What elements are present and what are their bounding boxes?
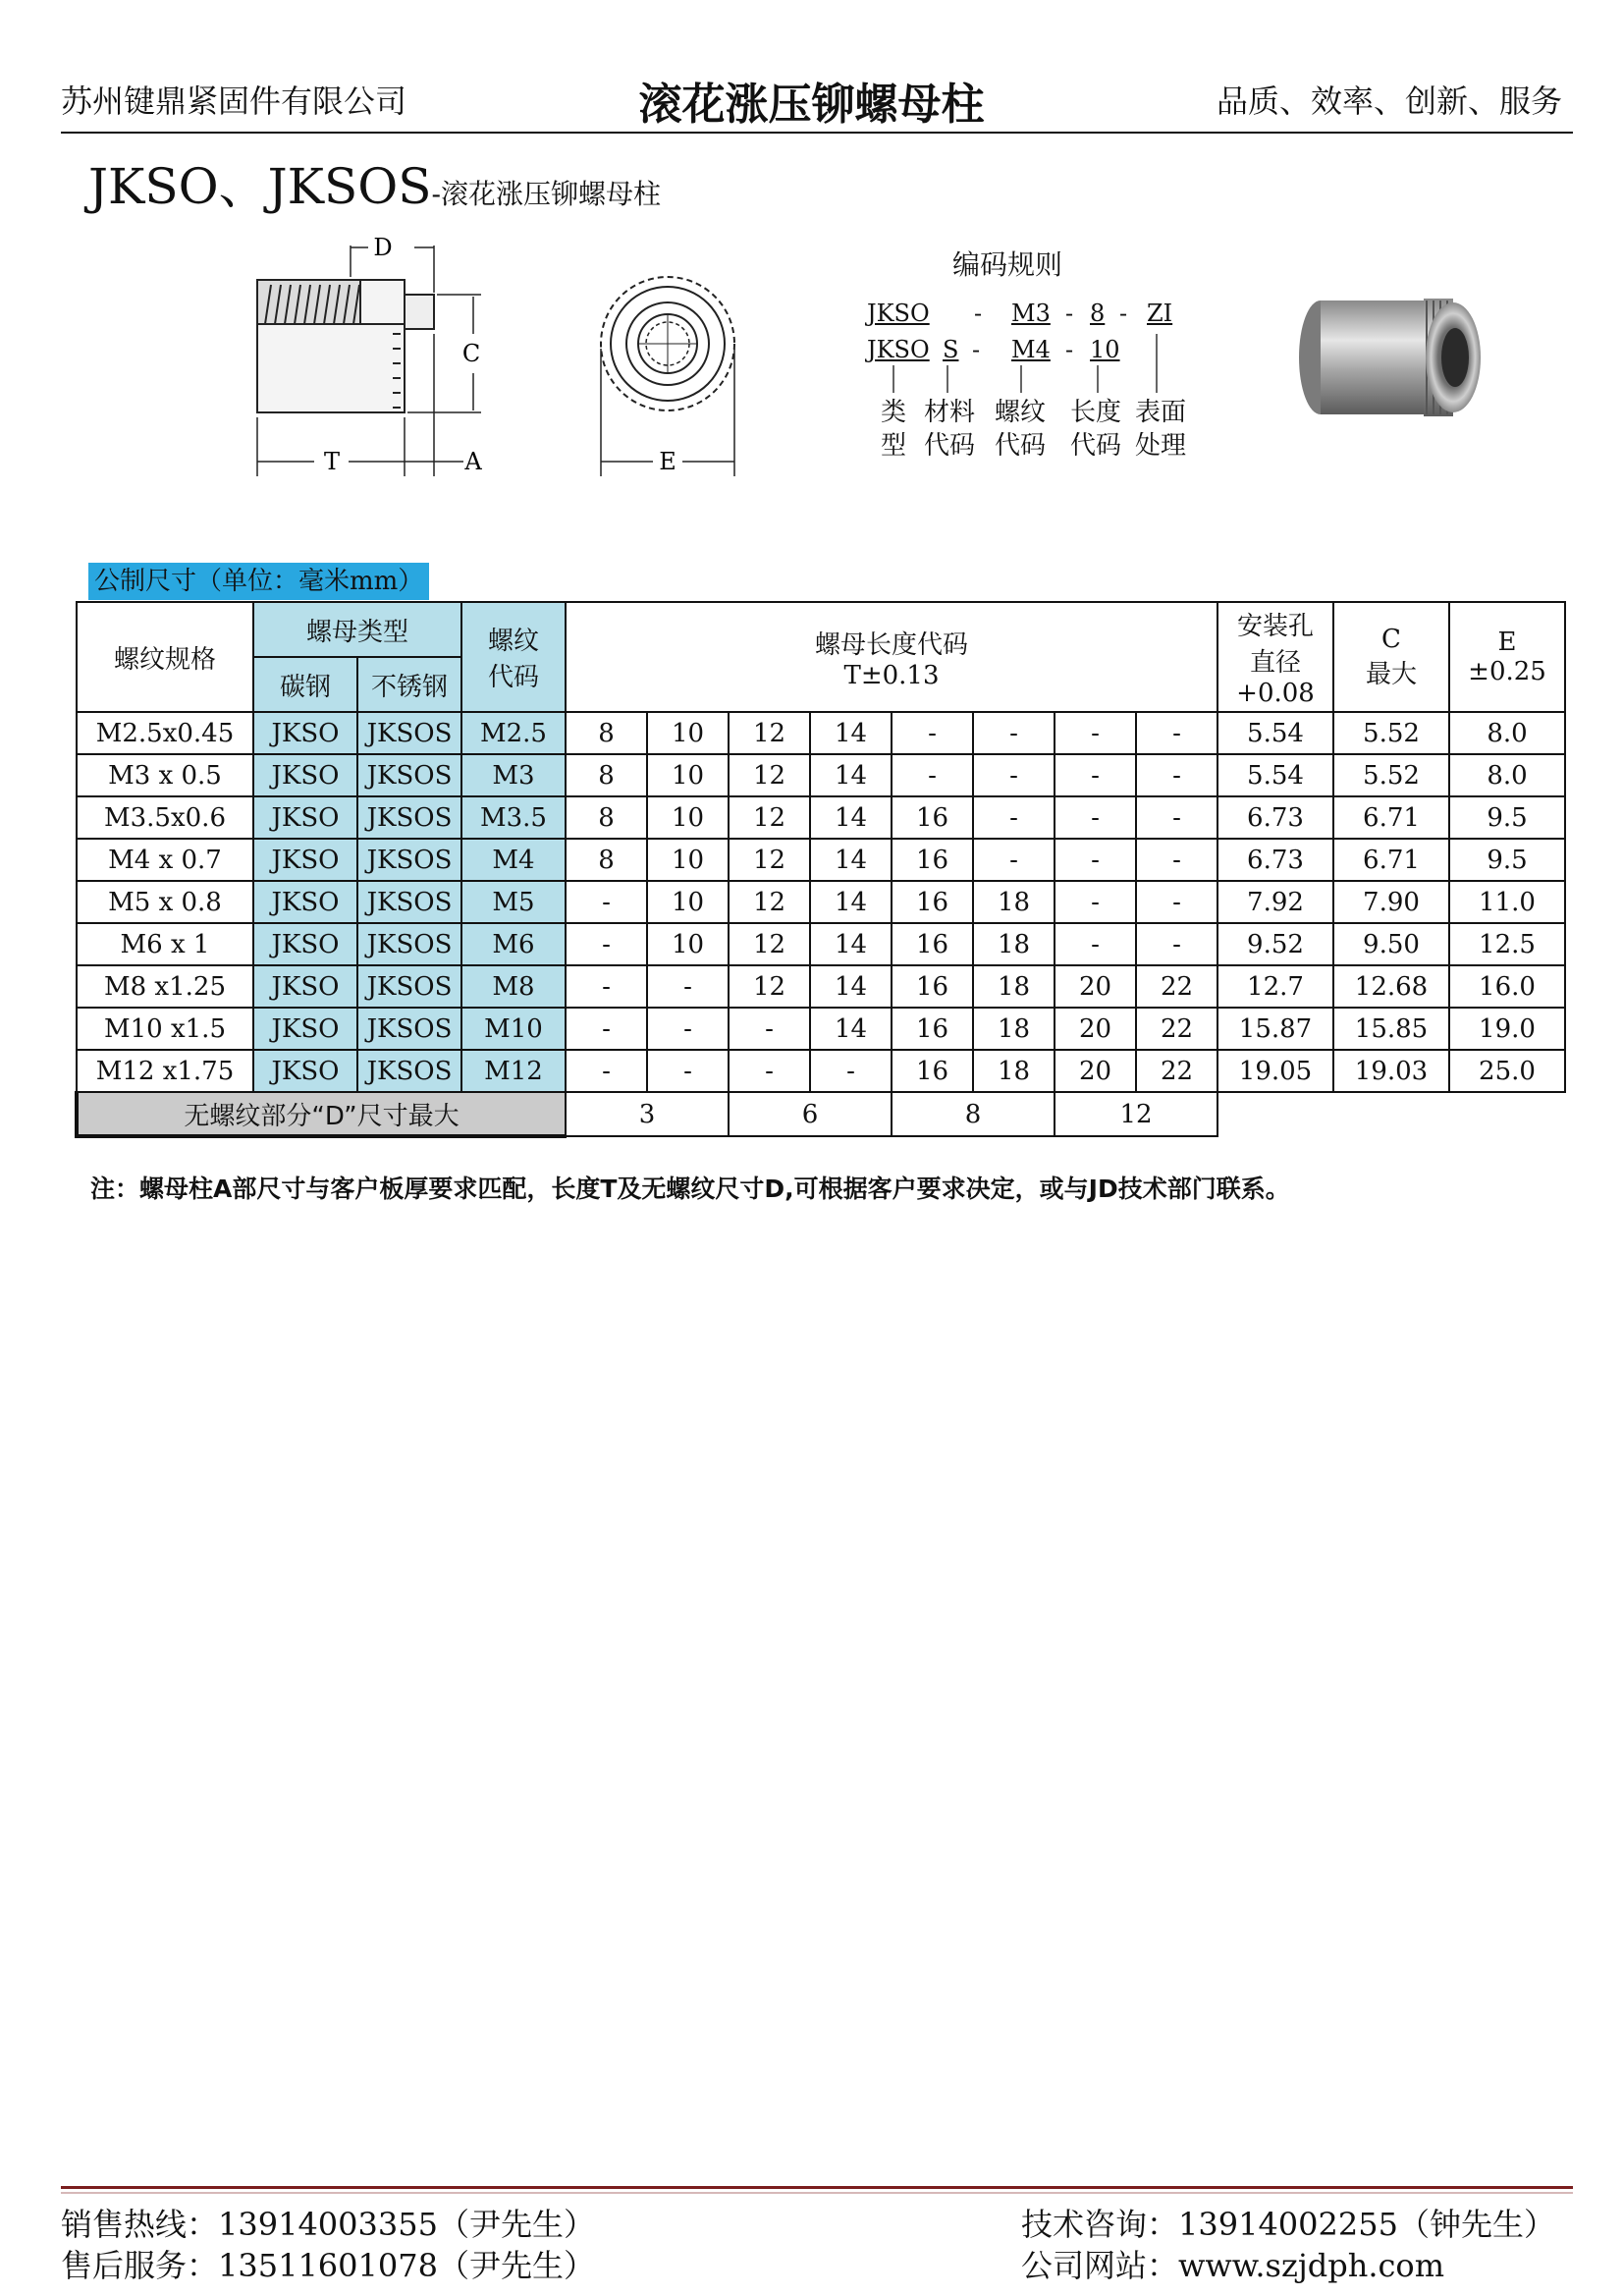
code-dash: - xyxy=(1065,300,1074,327)
table-cell: - xyxy=(973,754,1055,796)
table-cell: 7.92 xyxy=(1217,881,1333,923)
table-cell: 16 xyxy=(892,1008,973,1050)
table-cell: M12 x1.75 xyxy=(77,1050,253,1092)
code-dash: - xyxy=(1065,336,1074,363)
table-cell: 6.73 xyxy=(1217,796,1333,839)
table-cell: - xyxy=(1136,839,1217,881)
table-cell: - xyxy=(729,1008,810,1050)
d-dimension-value: 3 xyxy=(566,1092,729,1136)
table-cell: JKSOS xyxy=(357,965,461,1008)
table-cell: JKSO xyxy=(253,1008,357,1050)
table-cell: 12 xyxy=(729,923,810,965)
table-cell: - xyxy=(566,1050,647,1092)
table-cell: 14 xyxy=(810,923,892,965)
code-type: JKSO xyxy=(867,300,930,327)
table-cell: 14 xyxy=(810,965,892,1008)
table-cell: 9.5 xyxy=(1449,839,1565,881)
table-cell: 12 xyxy=(729,881,810,923)
coding-label-type: 类 型 xyxy=(880,398,906,461)
table-cell: - xyxy=(1055,712,1136,754)
table-cell: 14 xyxy=(810,796,892,839)
table-cell: M5 x 0.8 xyxy=(77,881,253,923)
header-length-code: 螺母长度代码 T±0.13 xyxy=(566,602,1217,712)
table-cell: - xyxy=(566,881,647,923)
header-stainless-steel: 不锈钢 xyxy=(357,657,461,712)
table-cell: 18 xyxy=(973,881,1055,923)
company-slogan: 品质、效率、创新、服务 xyxy=(1216,82,1562,120)
table-cell: 16 xyxy=(892,839,973,881)
table-cell: JKSO xyxy=(253,923,357,965)
sales-hotline: 销售热线：13914003355（尹先生） xyxy=(61,2206,595,2243)
table-cell: 22 xyxy=(1136,1008,1217,1050)
table-cell: 18 xyxy=(973,923,1055,965)
table-cell: 22 xyxy=(1136,965,1217,1008)
d-dimension-label: 无螺纹部分“D”尺寸最大 xyxy=(77,1092,566,1136)
table-cell: M10 xyxy=(461,1008,566,1050)
spec-table xyxy=(75,601,1566,1138)
table-cell: - xyxy=(892,754,973,796)
table-cell: JKSOS xyxy=(357,1050,461,1092)
table-cell: M12 xyxy=(461,1050,566,1092)
product-photo xyxy=(1286,277,1512,434)
table-cell: - xyxy=(973,712,1055,754)
table-cell: 12 xyxy=(729,712,810,754)
table-cell: M4 x 0.7 xyxy=(77,839,253,881)
table-cell: 16 xyxy=(892,923,973,965)
product-title-main: JKSO、JKSOS xyxy=(88,158,432,215)
table-cell: M3.5 xyxy=(461,796,566,839)
code-material: S xyxy=(943,336,959,363)
table-cell: 8 xyxy=(566,796,647,839)
table-cell: 16 xyxy=(892,796,973,839)
table-cell: 10 xyxy=(647,712,729,754)
table-cell: 12 xyxy=(729,839,810,881)
page-title: 滚花涨压铆螺母柱 xyxy=(638,80,985,130)
table-cell: 15.85 xyxy=(1333,1008,1449,1050)
table-cell: JKSO xyxy=(253,839,357,881)
table-cell: JKSO xyxy=(253,754,357,796)
table-cell: JKSO xyxy=(253,965,357,1008)
table-cell: JKSOS xyxy=(357,839,461,881)
code-length: 10 xyxy=(1090,336,1120,363)
coding-leader-lines xyxy=(864,329,1178,398)
company-name: 苏州键鼎紧固件有限公司 xyxy=(61,82,407,120)
table-cell: M8 x1.25 xyxy=(77,965,253,1008)
table-cell: 16.0 xyxy=(1449,965,1565,1008)
table-cell: 7.90 xyxy=(1333,881,1449,923)
table-cell: 8.0 xyxy=(1449,754,1565,796)
table-cell: 8.0 xyxy=(1449,712,1565,754)
table-cell: 19.0 xyxy=(1449,1008,1565,1050)
table-cell: 5.52 xyxy=(1333,754,1449,796)
dim-a-label: A xyxy=(464,448,482,475)
table-cell: 19.03 xyxy=(1333,1050,1449,1092)
table-cell: - xyxy=(729,1050,810,1092)
end-view-drawing xyxy=(589,265,746,481)
table-cell: JKSOS xyxy=(357,881,461,923)
table-cell: - xyxy=(1055,881,1136,923)
header-e-tolerance: E ±0.25 xyxy=(1449,602,1565,712)
website[interactable]: 公司网站：www.szjdph.com xyxy=(1021,2247,1445,2284)
table-row xyxy=(77,965,1565,1008)
table-cell: 12.68 xyxy=(1333,965,1449,1008)
d-dimension-value: 8 xyxy=(892,1092,1055,1136)
table-cell: 16 xyxy=(892,1050,973,1092)
table-cell: 16 xyxy=(892,881,973,923)
table-cell: 8 xyxy=(566,754,647,796)
units-label: 公制尺寸（单位：毫米mm） xyxy=(88,563,429,600)
table-cell: JKSO xyxy=(253,712,357,754)
table-cell: M3 xyxy=(461,754,566,796)
footer-divider-shadow xyxy=(61,2192,1573,2194)
coding-label-thread: 螺纹 代码 xyxy=(994,398,1046,461)
table-cell: 14 xyxy=(810,754,892,796)
table-cell: 12 xyxy=(729,754,810,796)
table-cell: - xyxy=(647,1008,729,1050)
table-cell: - xyxy=(1136,923,1217,965)
table-row xyxy=(77,1050,1565,1092)
footer-divider xyxy=(61,2186,1573,2189)
table-cell: M3.5x0.6 xyxy=(77,796,253,839)
table-row xyxy=(77,881,1565,923)
empty-cell xyxy=(1217,1092,1565,1136)
table-cell: 9.5 xyxy=(1449,796,1565,839)
table-cell: 15.87 xyxy=(1217,1008,1333,1050)
table-cell: JKSOS xyxy=(357,923,461,965)
table-cell: 6.71 xyxy=(1333,839,1449,881)
table-cell: - xyxy=(810,1050,892,1092)
table-cell: JKSOS xyxy=(357,796,461,839)
dim-e-label: E xyxy=(659,448,676,475)
table-cell: 5.52 xyxy=(1333,712,1449,754)
table-cell: 12.5 xyxy=(1449,923,1565,965)
table-cell: - xyxy=(1136,881,1217,923)
table-cell: JKSOS xyxy=(357,754,461,796)
table-cell: 9.50 xyxy=(1333,923,1449,965)
tech-consult: 技术咨询：13914002255（钟先生） xyxy=(1021,2206,1555,2243)
dim-c-label: C xyxy=(461,340,481,367)
table-row xyxy=(77,923,1565,965)
table-cell: JKSOS xyxy=(357,712,461,754)
code-dash: - xyxy=(972,336,981,363)
table-cell: M2.5 xyxy=(461,712,566,754)
table-cell: - xyxy=(647,965,729,1008)
coding-label-material: 材料 代码 xyxy=(923,398,975,461)
header-thread-spec: 螺纹规格 xyxy=(77,602,253,712)
table-cell: 20 xyxy=(1055,965,1136,1008)
header-carbon-steel: 碳钢 xyxy=(253,657,357,712)
table-cell: 5.54 xyxy=(1217,754,1333,796)
table-cell: 20 xyxy=(1055,1008,1136,1050)
table-cell: - xyxy=(1055,839,1136,881)
table-cell: 14 xyxy=(810,839,892,881)
table-cell: 12 xyxy=(729,796,810,839)
table-cell: - xyxy=(1055,754,1136,796)
table-cell: - xyxy=(647,1050,729,1092)
table-cell: 19.05 xyxy=(1217,1050,1333,1092)
table-cell: M3 x 0.5 xyxy=(77,754,253,796)
after-sales: 售后服务：13511601078（尹先生） xyxy=(61,2247,595,2284)
dim-d-label: D xyxy=(373,234,393,261)
table-cell: 18 xyxy=(973,1050,1055,1092)
table-cell: 6.71 xyxy=(1333,796,1449,839)
side-view-drawing xyxy=(245,226,501,481)
table-cell: M8 xyxy=(461,965,566,1008)
table-cell: 8 xyxy=(566,712,647,754)
table-cell: M5 xyxy=(461,881,566,923)
table-cell: 14 xyxy=(810,881,892,923)
table-cell: JKSO xyxy=(253,1050,357,1092)
table-cell: JKSO xyxy=(253,796,357,839)
d-dimension-value: 12 xyxy=(1055,1092,1217,1136)
table-cell: 20 xyxy=(1055,1050,1136,1092)
header-thread-code: 螺纹 代码 xyxy=(461,602,566,712)
code-dash: - xyxy=(1119,300,1128,327)
table-cell: M10 x1.5 xyxy=(77,1008,253,1050)
table-cell: - xyxy=(566,923,647,965)
header-nut-type: 螺母类型 xyxy=(253,602,461,657)
table-row xyxy=(77,754,1565,796)
table-cell: 10 xyxy=(647,754,729,796)
table-cell: - xyxy=(1055,923,1136,965)
coding-label-length: 长度 代码 xyxy=(1069,398,1121,461)
code-length: 8 xyxy=(1090,300,1106,327)
table-cell: 14 xyxy=(810,1008,892,1050)
table-cell: M4 xyxy=(461,839,566,881)
code-finish: ZI xyxy=(1147,300,1173,327)
table-row xyxy=(77,712,1565,754)
d-dimension-value: 6 xyxy=(729,1092,892,1136)
header-divider xyxy=(61,132,1573,134)
table-cell: 6.73 xyxy=(1217,839,1333,881)
table-cell: 11.0 xyxy=(1449,881,1565,923)
table-cell: 10 xyxy=(647,839,729,881)
header-c-max: C 最大 xyxy=(1333,602,1449,712)
table-cell: 16 xyxy=(892,965,973,1008)
coding-label-finish: 表面 处理 xyxy=(1134,398,1186,461)
table-cell: M6 x 1 xyxy=(77,923,253,965)
table-cell: - xyxy=(566,965,647,1008)
table-cell: - xyxy=(892,712,973,754)
table-cell: 10 xyxy=(647,923,729,965)
footnote: 注：螺母柱A部尺寸与客户板厚要求匹配，长度T及无螺纹尺寸D,可根据客户要求决定，或与JD技术部门联系。 xyxy=(90,1175,1290,1203)
table-cell: - xyxy=(973,839,1055,881)
product-title-sub: -滚花涨压铆螺母柱 xyxy=(431,178,662,210)
table-cell: 22 xyxy=(1136,1050,1217,1092)
code-dash: - xyxy=(974,300,983,327)
table-cell: 12 xyxy=(729,965,810,1008)
table-cell: JKSOS xyxy=(357,1008,461,1050)
table-cell: 25.0 xyxy=(1449,1050,1565,1092)
table-row xyxy=(77,839,1565,881)
table-cell: 5.54 xyxy=(1217,712,1333,754)
table-cell: - xyxy=(1055,796,1136,839)
d-dimension-row xyxy=(77,1092,1565,1136)
table-cell: M6 xyxy=(461,923,566,965)
table-cell: - xyxy=(566,1008,647,1050)
code-thread: M4 xyxy=(1011,336,1051,363)
table-cell: 12.7 xyxy=(1217,965,1333,1008)
table-cell: JKSO xyxy=(253,881,357,923)
table-cell: 10 xyxy=(647,796,729,839)
table-row xyxy=(77,1008,1565,1050)
table-row xyxy=(77,796,1565,839)
table-cell: 10 xyxy=(647,881,729,923)
code-type: JKSO xyxy=(867,336,930,363)
table-cell: 8 xyxy=(566,839,647,881)
dim-t-label: T xyxy=(323,448,341,475)
code-thread: M3 xyxy=(1011,300,1051,327)
table-cell: 14 xyxy=(810,712,892,754)
coding-rule-title: 编码规则 xyxy=(952,248,1063,281)
table-cell: 9.52 xyxy=(1217,923,1333,965)
table-cell: M2.5x0.45 xyxy=(77,712,253,754)
table-cell: 18 xyxy=(973,1008,1055,1050)
table-cell: - xyxy=(1136,754,1217,796)
table-cell: 18 xyxy=(973,965,1055,1008)
table-cell: - xyxy=(1136,796,1217,839)
product-title xyxy=(88,147,661,218)
table-cell: - xyxy=(1136,712,1217,754)
header-hole-diameter: 安装孔 直径 +0.08 xyxy=(1217,602,1333,712)
table-cell: - xyxy=(973,796,1055,839)
